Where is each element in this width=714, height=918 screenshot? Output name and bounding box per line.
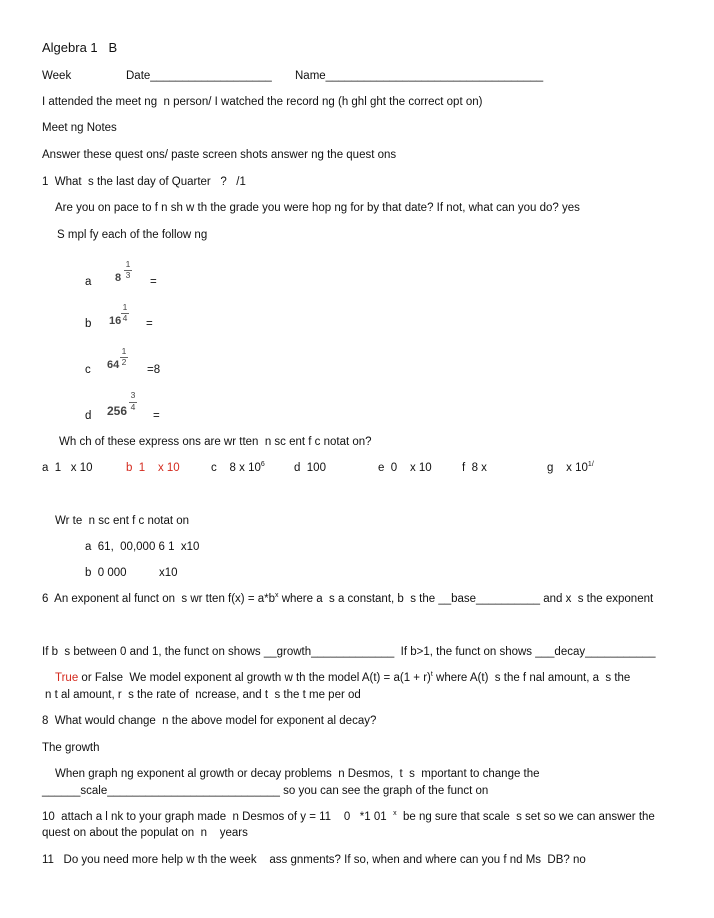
- option-e: e 0 x 10: [378, 462, 432, 474]
- document-title: Algebra 1 B: [42, 40, 118, 55]
- item-a-exp-num: 1: [125, 259, 131, 269]
- option-c-text: c 8 x 10: [211, 462, 261, 474]
- item-c-exp-den: 2: [121, 357, 127, 367]
- item-d-base: 256: [107, 404, 128, 418]
- item-d-exp-den: 4: [130, 402, 136, 412]
- question-10-line-1: [42, 810, 655, 824]
- option-c: [211, 461, 265, 475]
- question-4b-right: x10: [159, 567, 178, 579]
- item-d-exp-num: 3: [130, 390, 136, 400]
- question-9-line-1: When graph ng exponent al growth or decay problems n Desmos, t s mportant to change the: [55, 768, 540, 780]
- option-c-exponent: 6: [260, 461, 265, 468]
- question-7-text-end: where A(t) s the f nal amount, a s the: [432, 672, 631, 684]
- question-7-line-2: n t al amount, r s the rate of ncrease, and t s the t me per od: [45, 689, 361, 701]
- question-6b: If b s between 0 and 1, the funct on shows __growth_____________ If b>1, the funct on shows ___decay___________: [42, 646, 656, 658]
- item-a-base: 8: [115, 272, 122, 284]
- option-d: d 100: [294, 462, 326, 474]
- question-7-exponent: t: [430, 671, 433, 678]
- question-7-text: or False We model exponent al growth w th the model A(t) = a(1 + r): [78, 672, 431, 684]
- question-10-line-2: quest on about the populat on n years: [42, 827, 248, 839]
- question-1: 1 What s the last day of Quarter ? /1: [42, 176, 246, 188]
- item-c-label: c: [85, 364, 91, 376]
- question-8-prompt: 8 What would change n the above model for exponent al decay?: [42, 715, 377, 727]
- item-b-expression: [108, 302, 142, 330]
- question-3-prompt: Wh ch of these express ons are wr tten n sc ent f c notat on?: [59, 436, 372, 448]
- name-field: Name__________________________________: [295, 70, 544, 82]
- item-c-answer: =8: [147, 364, 161, 376]
- item-a-label: a: [85, 276, 92, 288]
- item-b-answer: =: [146, 318, 153, 330]
- attendance-line: I attended the meet ng n person/ I watched the record ng (h ghl ght the correct opt on): [42, 96, 483, 108]
- item-c-expression: [106, 346, 142, 374]
- question-11: 11 Do you need more help w th the week ass gnments? If so, when and where can you f nd Ms DB? no: [42, 854, 586, 866]
- question-8-answer: The growth: [42, 742, 100, 754]
- date-field: Date___________________: [126, 70, 272, 82]
- item-b-label: b: [85, 318, 92, 330]
- meeting-notes-heading: Meet ng Notes: [42, 122, 117, 134]
- question-10-text-end: be ng sure that scale s set so we can answer the: [396, 811, 655, 823]
- question-6: [42, 592, 653, 606]
- question-9-line-2: ______scale___________________________ so you can see the graph of the funct on: [42, 785, 489, 797]
- true-answer: True: [55, 672, 79, 684]
- item-d-expression: [106, 390, 146, 420]
- question-4a: a 61, 00,000 6 1 x10: [85, 541, 200, 553]
- item-c-base: 64: [107, 359, 120, 371]
- question-7-line-1: [55, 671, 630, 685]
- question-4-prompt: Wr te n sc ent f c notat on: [55, 515, 190, 527]
- option-b-highlighted: b 1 x 10: [126, 462, 180, 474]
- question-10-text: 10 attach a l nk to your graph made n Desmos of y = 11 0 *1 01: [42, 811, 394, 823]
- item-d-answer: =: [153, 410, 160, 422]
- item-b-exp-num: 1: [122, 302, 128, 312]
- option-g-text: g x 10: [547, 462, 588, 474]
- question-6-exponent: x: [275, 592, 279, 599]
- question-10-exponent: x: [393, 810, 397, 817]
- item-d-label: d: [85, 410, 92, 422]
- question-4b-left: b 0 000: [85, 567, 127, 579]
- item-b-base: 16: [109, 315, 122, 327]
- option-g-exponent: 1/: [587, 461, 594, 468]
- item-b-exp-den: 4: [122, 313, 128, 323]
- question-6-text: 6 An exponent al funct on s wr tten f(x) = a*b: [42, 593, 276, 605]
- question-1-followup: Are you on pace to f n sh w th the grade you were hop ng for by that date? If not, what can you do? yes: [55, 202, 580, 214]
- question-2-prompt: S mpl fy each of the follow ng: [57, 229, 208, 241]
- item-c-exp-num: 1: [121, 346, 127, 356]
- item-a-exp-den: 3: [125, 270, 131, 280]
- option-f: f 8 x: [462, 462, 487, 474]
- item-a-answer: =: [150, 276, 157, 288]
- question-6-rest: where a s a constant, b s the __base__________ and x s the exponent: [278, 593, 654, 605]
- item-a-expression: [112, 259, 142, 287]
- instructions-line: Answer these quest ons/ paste screen shots answer ng the quest ons: [42, 149, 397, 161]
- option-a: a 1 x 10: [42, 462, 93, 474]
- week-label: Week: [42, 70, 72, 82]
- option-g: [547, 461, 594, 475]
